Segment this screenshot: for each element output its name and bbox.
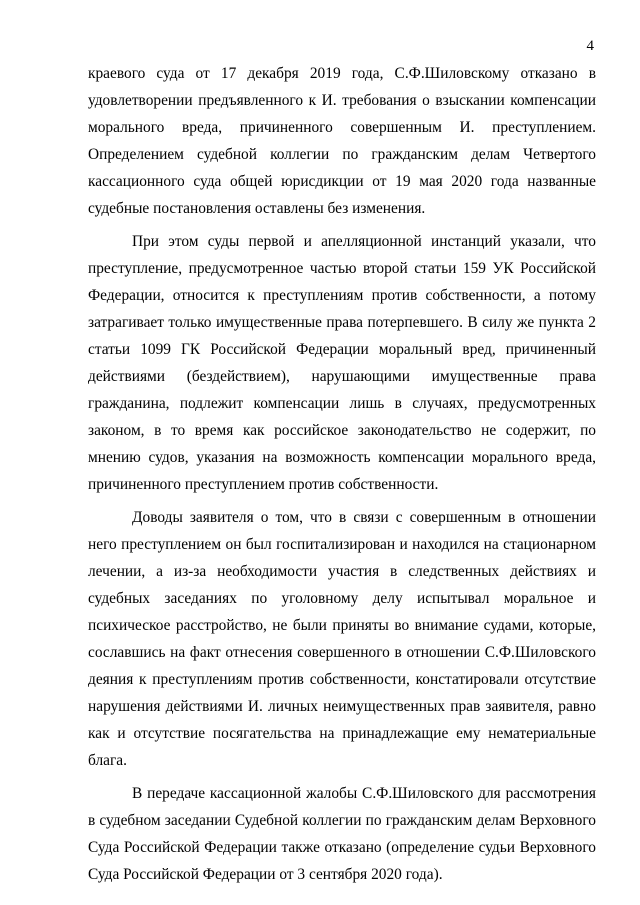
paragraph-cassation-refusal: В передаче кассационной жалобы С.Ф.Шиловского для рассмотрения в судебном заседании Судебной коллегии по гражданским делам Верховного Суда Российской Федерации также отказано (определение судьи Верховного Суда Российской Федерации от 3 сентября 2020 года). <box>88 785 596 883</box>
document-body <box>88 60 596 888</box>
paragraph-courts-reasoning: При этом суды первой и апелляционной инстанций указали, что преступление, предусмотренное частью второй статьи 159 УК Российской Федерации, относится к преступлениям против собственности, а потому затрагивает только имущественные права потерпевшего. В силу же пункта 2 статьи 1099 ГК Российской Федерации моральный вред, причиненный действиями (бездействием), нарушающими имущественные права гражданина, подлежит компенсации лишь в случаях, предусмотренных законом, в то время как российское законодательство не содержит, по мнению судов, указания на возможность компенсации морального вреда, причиненного преступлением против собственности. <box>88 233 596 493</box>
paragraph-applicant-arguments: Доводы заявителя о том, что в связи с совершенным в отношении него преступлением он был госпитализирован и находился на стационарном лечении, а из-за необходимости участия в следственных действиях и судебных заседаниях по уголовному делу испытывал моральное и психическое расстройство, не были приняты во внимание судами, которые, сославшись на факт отнесения совершенного в отношении С.Ф.Шиловского деяния к преступлениям против собственности, констатировали отсутствие нарушения действиями И. личных неимущественных прав заявителя, равно как и отсутствие посягательства на принадлежащие ему нематериальные блага. <box>88 509 596 769</box>
paragraph-continuation: краевого суда от 17 декабря 2019 года, С.Ф.Шиловскому отказано в удовлетворении предъявленного к И. требования о взыскании компенсации морального вреда, причиненного совершенным И. преступлением. Определением судебной коллегии по гражданским делам Четвертого кассационного суда общей юрисдикции от 19 мая 2020 года названные судебные постановления оставлены без изменения. <box>88 65 596 217</box>
page-number: 4 <box>586 38 594 54</box>
